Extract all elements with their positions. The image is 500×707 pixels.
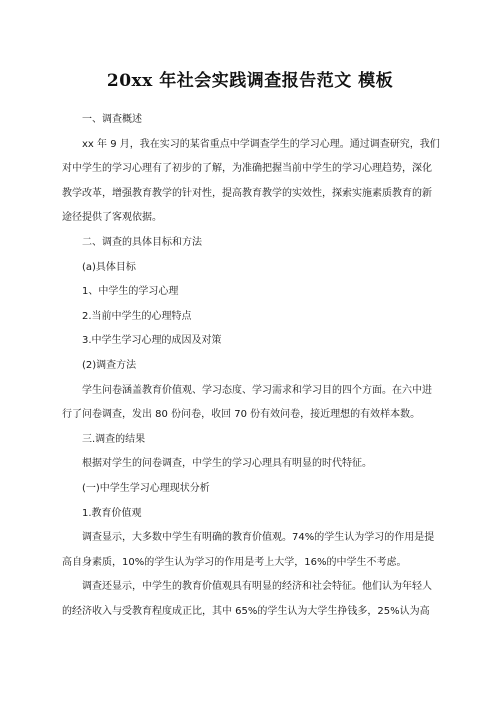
body-paragraph: 调查还显示，中学生的教育价值观具有明显的经济和社会特征。他们认为年轻人的经济收入与受教育程度成正比，其中 65%的学生认为大学生挣钱多，25%认为高 xyxy=(62,581,432,617)
list-item: 3.中学生学习心理的成因及对策 xyxy=(82,335,222,347)
body-paragraph: 学生问卷涵盖教育价值观、学习态度、学习需求和学习目的四个方面。在六中进行了问卷调查，发出 80 份问卷，收回 70 份有效问卷，接近理想的有效样本数。 xyxy=(62,384,432,421)
body-paragraph: 调查显示，大多数中学生有明确的教育价值观。74%的学生认为学习的作用是提高自身素质，10%的学生认为学习的作用是考上大学，16%的中学生不考虑。 xyxy=(62,532,435,568)
section-heading: 一、调查概述 xyxy=(82,114,142,125)
page-title: 20xx 年社会实践调查报告范文 模板 xyxy=(106,71,394,91)
section-heading: 二、调查的具体目标和方法 xyxy=(82,236,202,248)
section-heading: 三.调查的结果 xyxy=(82,433,146,445)
subsection-heading: (2)调查方法 xyxy=(82,359,137,371)
list-item: 2.当前中学生的心理特点 xyxy=(82,310,192,322)
subsection-heading: (a)具体目标 xyxy=(82,261,136,273)
body-paragraph: xx 年 9 月，我在实习的某省重点中学调查学生的学习心理。通过调查研究，我们对中学生的学习心理有了初步的了解，为准确把握当前中学生的学习心理趋势，深化教学改革，增强教育教学的针对性，提高教育教学的实效性，探索实施素质教育的新途径提供了客观依据。 xyxy=(62,138,440,224)
list-item: 1、中学生的学习心理 xyxy=(82,286,179,298)
body-paragraph: 根据对学生的问卷调查，中学生的学习心理具有明显的时代特征。 xyxy=(82,458,372,470)
subsection-heading: (一)中学生学习心理现状分析 xyxy=(82,482,210,494)
document-body xyxy=(62,108,440,624)
list-item: 1.教育价值观 xyxy=(82,507,142,519)
